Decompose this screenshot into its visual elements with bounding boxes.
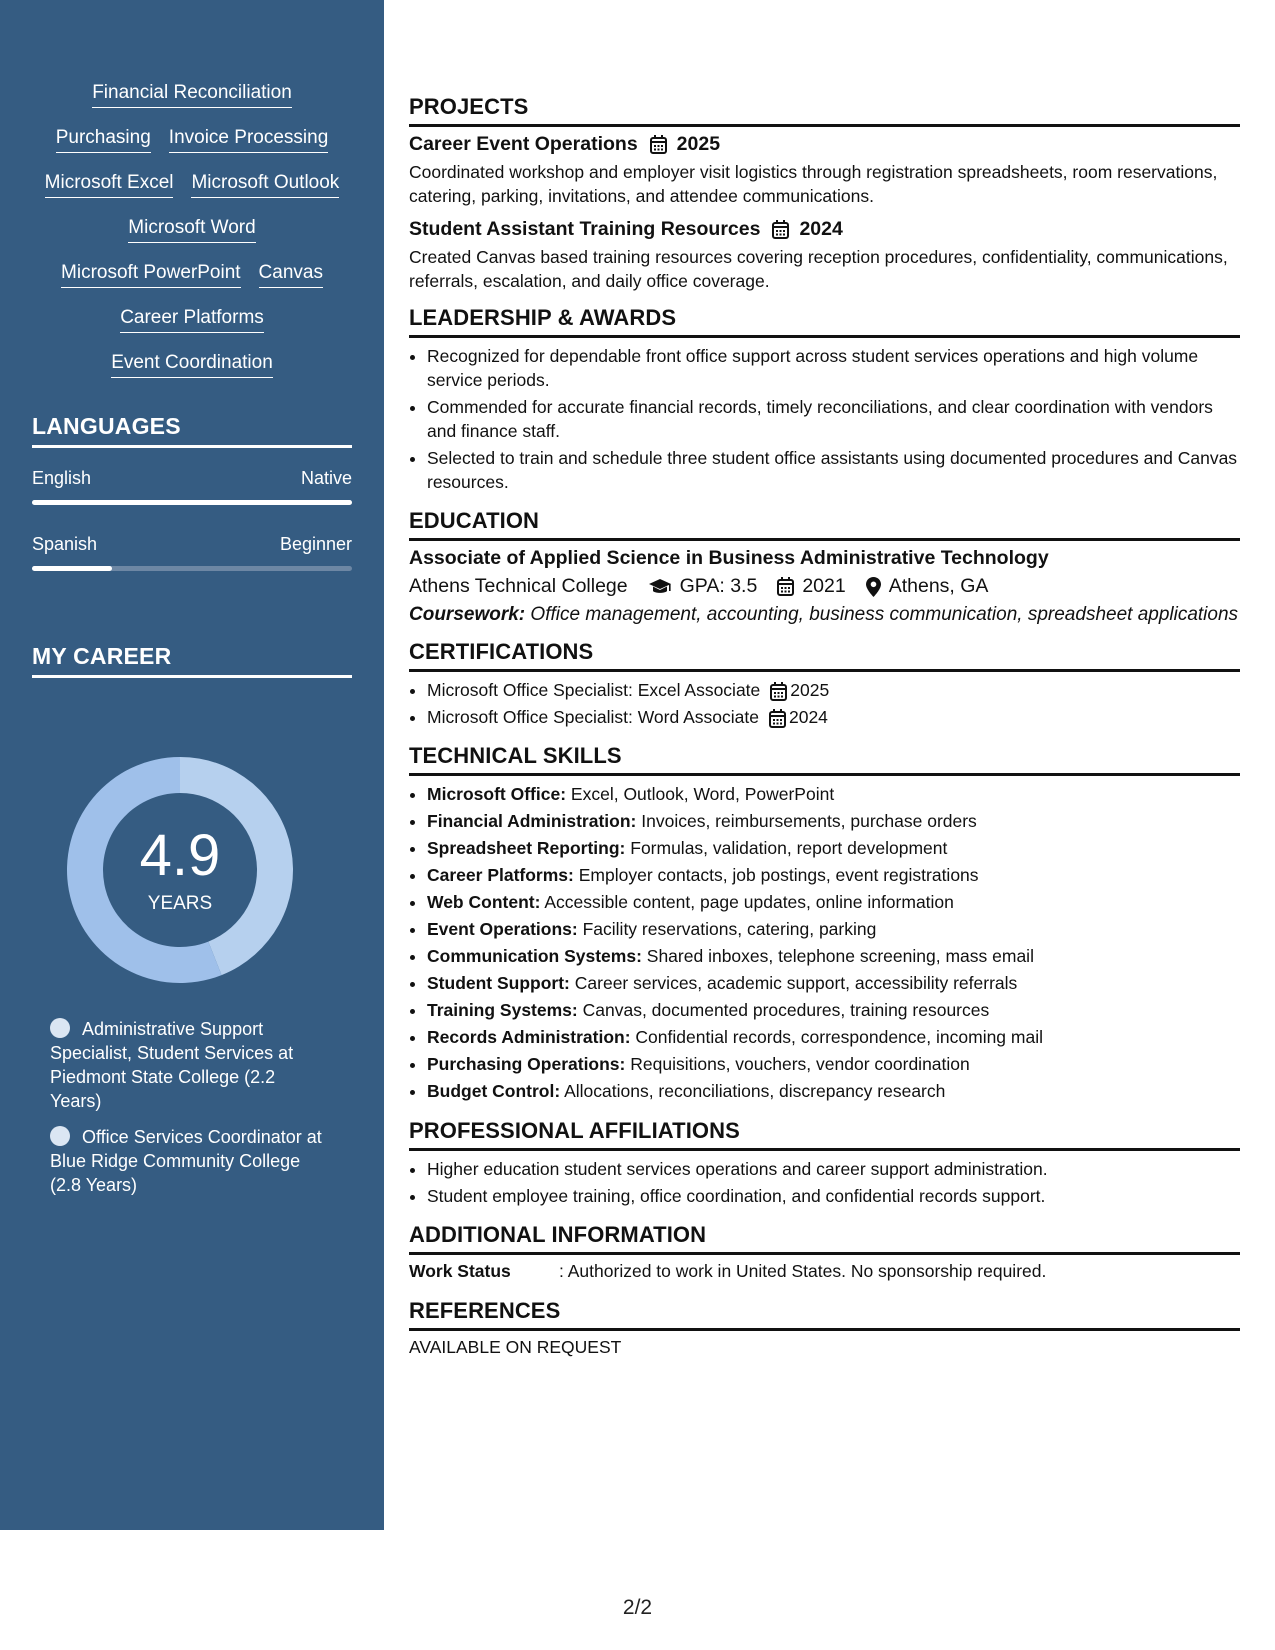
certification-year: 2025 [790,680,830,700]
technical-skill-item [427,890,1240,915]
education-meta [409,575,1240,598]
career-total: 4.9 [139,823,221,888]
technical-skill-label: Microsoft Office: [427,784,567,804]
coursework-label: Coursework: [409,604,526,625]
leadership-heading: LEADERSHIP & AWARDS [409,305,1240,338]
leadership-item: • Commended for accurate financial records, timely reconciliations, and clear coordination with vendors and finance staff. [427,395,1240,443]
technical-skill-text: Requisitions, vouchers, vendor coordination [630,1054,970,1074]
graduation-cap-icon [648,578,672,596]
certification-name: Microsoft Office Specialist: Excel Associate [427,680,761,700]
career-list [50,1017,325,1209]
technical-skills-heading: TECHNICAL SKILLS [409,743,1240,776]
project-title: Student Assistant Training Resources [409,218,761,240]
skills-cloud [32,82,352,397]
technical-skill-text: Excel, Outlook, Word, PowerPoint [570,784,835,804]
skill-tag[interactable]: Microsoft Outlook [191,172,339,198]
skill-tag[interactable]: Purchasing [56,127,151,153]
languages-heading: LANGUAGES [32,413,352,448]
page-number: 2/2 [622,1596,653,1619]
technical-skill-item [427,809,1240,834]
work-status-value: : Authorized to work in United States. No sponsorship required. [559,1261,1047,1281]
education-heading: EDUCATION [409,508,1240,541]
work-status-label: Work Status [409,1261,511,1281]
leadership-list [409,344,1240,494]
language-row [32,534,352,555]
skills-row [32,82,352,127]
affiliations-list [409,1157,1240,1208]
certification-date [769,705,828,729]
education-gpa: GPA: 3.5 [679,575,758,597]
certification-year: 2024 [788,707,828,727]
technical-skill-label: Web Content: [427,892,541,912]
technical-skill-text: Accessible content, page updates, online information [544,892,954,912]
project-description: Created Canvas based training resources covering reception procedures, confidentiality, communications, referrals, escalation, and daily office coverage. [409,247,1228,291]
references-text: AVAILABLE ON REQUEST [409,1337,622,1357]
projects-list [409,133,1240,293]
language-level: Beginner [279,534,352,554]
technical-skill-text: Career services, academic support, accessibility referrals [574,973,1018,993]
technical-skill-label: Student Support: [427,973,570,993]
technical-skill-label: Training Systems: [427,1000,578,1020]
technical-skill-item [427,836,1240,861]
technical-skill-text: Facility reservations, catering, parking [582,919,877,939]
affiliations-heading: PROFESSIONAL AFFILIATIONS [409,1118,1240,1151]
language-bar-fill [32,566,112,571]
skills-row [32,172,352,217]
technical-skill-item [427,917,1240,942]
skill-tag[interactable]: Microsoft PowerPoint [61,262,241,288]
technical-skill-label: Purchasing Operations: [427,1054,626,1074]
leadership-item: • Recognized for dependable front office support across student services operations and high volume service periods. [427,344,1240,392]
education-year: 2021 [802,575,846,597]
coursework-text: Office management, accounting, business communication, spreadsheet applications [530,604,1239,625]
technical-skill-text: Shared inboxes, telephone screening, mass email [646,946,1034,966]
skill-tag[interactable]: Career Platforms [120,307,264,333]
career-item-text: Office Services Coordinator at Blue Ridge Community College (2.8 Years) [50,1127,322,1195]
language-level: Native [300,468,352,488]
technical-skill-label: Career Platforms: [427,865,574,885]
skills-row [32,262,352,307]
skill-tag[interactable]: Canvas [259,262,323,288]
technical-skill-text: Allocations, reconciliations, discrepancy research [564,1081,946,1101]
references-heading: REFERENCES [409,1298,1240,1331]
skills-row [32,217,352,262]
skills-row [32,127,352,172]
project-title-row [409,218,1240,241]
skill-tag[interactable]: Invoice Processing [169,127,328,153]
sidebar [0,0,384,1530]
education-location: Athens, GA [888,575,989,597]
affiliation-item: • Higher education student services operations and career support administration. [427,1157,1240,1181]
calendar-icon [772,218,789,241]
calendar-icon [770,678,787,702]
technical-skill-text: Canvas, documented procedures, training resources [582,1000,990,1020]
technical-skill-item [427,1025,1240,1050]
technical-skill-label: Event Operations: [427,919,578,939]
project-year: 2025 [676,133,721,155]
technical-skill-item [427,863,1240,888]
skill-tag[interactable]: Event Coordination [111,352,273,378]
project-title: Career Event Operations [409,133,638,155]
career-item-text: Administrative Support Specialist, Student Services at Piedmont State College (2.2 Years) [50,1019,294,1111]
career-dot-icon [50,1126,70,1146]
skills-row [32,307,352,352]
certification-item [427,705,1240,729]
affiliation-item: • Student employee training, office coordination, and confidential records support. [427,1184,1240,1208]
skill-tag[interactable]: Microsoft Excel [45,172,174,198]
skill-tag[interactable]: Financial Reconciliation [92,82,292,108]
certification-name: Microsoft Office Specialist: Word Associate [427,707,759,727]
technical-skill-text: Employer contacts, job postings, event registrations [578,865,979,885]
technical-skill-label: Financial Administration: [427,811,637,831]
work-status-row [409,1261,1240,1282]
technical-skill-text: Confidential records, correspondence, incoming mail [635,1027,1043,1047]
additional-info-heading: ADDITIONAL INFORMATION [409,1222,1240,1255]
certifications-list [409,678,1240,729]
technical-skill-item [427,998,1240,1023]
projects-heading: PROJECTS [409,94,1240,127]
location-pin-icon [866,577,881,597]
skills-row [32,352,352,397]
career-item [50,1017,325,1113]
technical-skills-list [409,782,1240,1104]
language-row [32,468,352,489]
technical-skill-item [427,782,1240,807]
calendar-icon [777,577,794,596]
project-year: 2024 [799,218,843,240]
calendar-icon [769,705,786,729]
language-bar [32,500,352,505]
language-name: Spanish [32,534,98,554]
technical-skill-item [427,1052,1240,1077]
technical-skill-text: Formulas, validation, report development [630,838,948,858]
main-content [409,94,1240,1358]
technical-skill-text: Invoices, reimbursements, purchase orders [641,811,977,831]
certification-date [770,678,829,702]
technical-skill-label: Communication Systems: [427,946,642,966]
career-heading: MY CAREER [32,643,352,678]
language-name: English [32,468,92,488]
career-unit: YEARS [147,893,213,914]
technical-skill-label: Budget Control: [427,1081,561,1101]
technical-skill-item [427,1079,1240,1104]
skill-tag[interactable]: Microsoft Word [128,217,255,243]
education-degree: Associate of Applied Science in Business Administrative Technology [409,547,1049,569]
technical-skill-label: Records Administration: [427,1027,631,1047]
project-title-row [409,133,1240,156]
education-coursework [409,603,1240,627]
language-bar-fill [32,500,352,505]
certification-item [427,678,1240,702]
technical-skill-label: Spreadsheet Reporting: [427,838,626,858]
leadership-item: • Selected to train and schedule three student office assistants using documented procedures and Canvas resources. [427,446,1240,494]
technical-skill-item [427,971,1240,996]
technical-skill-item [427,944,1240,969]
career-dot-icon [50,1018,70,1038]
language-bar [32,566,352,571]
certifications-heading: CERTIFICATIONS [409,639,1240,672]
project-description: Coordinated workshop and employer visit logistics through registration spreadsheets, room reservations, catering, parking, invitations, and attendee communications. [409,162,1218,206]
education-school: Athens Technical College [409,575,628,597]
career-item [50,1125,325,1197]
calendar-icon [650,133,667,156]
